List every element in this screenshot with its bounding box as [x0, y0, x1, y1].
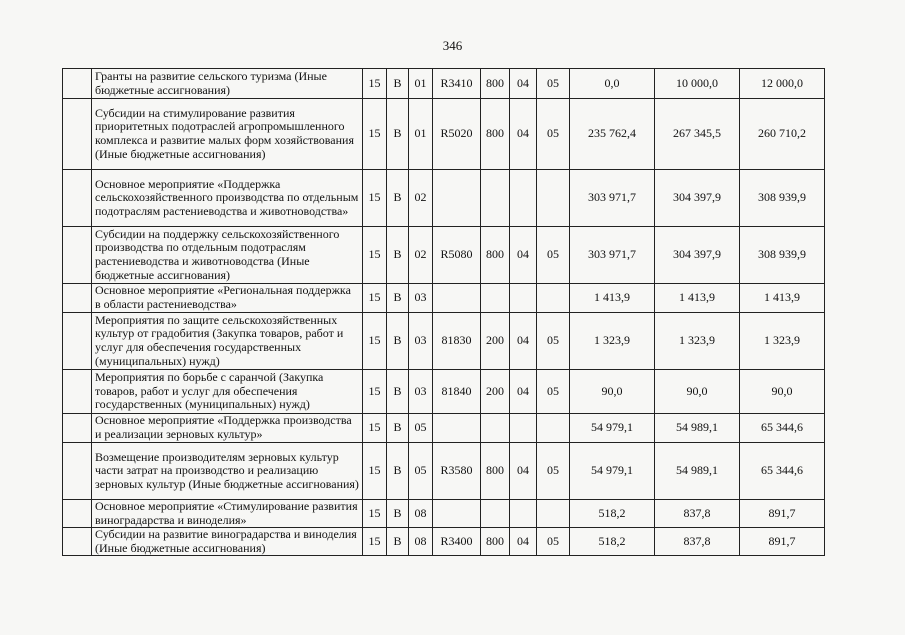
- subprogram-code: В: [387, 443, 409, 500]
- amount-year-3: 891,7: [740, 528, 825, 556]
- program-code: 15: [363, 170, 387, 227]
- direction-code: R5020: [433, 99, 481, 170]
- row-blank-cell: [63, 170, 92, 227]
- section-code: 04: [510, 227, 537, 284]
- section-code: 04: [510, 370, 537, 414]
- event-code: 01: [409, 99, 433, 170]
- program-code: 15: [363, 69, 387, 99]
- event-code: 05: [409, 443, 433, 500]
- section-code: [510, 414, 537, 443]
- amount-year-2: 304 397,9: [655, 170, 740, 227]
- expense-type-code: 800: [481, 528, 510, 556]
- event-code: 01: [409, 69, 433, 99]
- amount-year-2: 267 345,5: [655, 99, 740, 170]
- event-code: 05: [409, 414, 433, 443]
- subprogram-code: В: [387, 370, 409, 414]
- subsection-code: 05: [537, 69, 570, 99]
- section-code: [510, 500, 537, 528]
- subprogram-code: В: [387, 170, 409, 227]
- subsection-code: [537, 414, 570, 443]
- table-row: [63, 414, 825, 443]
- expense-type-code: 800: [481, 227, 510, 284]
- section-code: [510, 170, 537, 227]
- amount-year-2: 837,8: [655, 500, 740, 528]
- amount-year-2: 90,0: [655, 370, 740, 414]
- amount-year-2: 1 413,9: [655, 284, 740, 313]
- subprogram-code: В: [387, 69, 409, 99]
- row-blank-cell: [63, 69, 92, 99]
- table-row: [63, 284, 825, 313]
- program-code: 15: [363, 313, 387, 370]
- row-description: Субсидии на поддержку сельскохозяйственного производства по отдельным подотраслям растениеводства и животноводства (Иные бюджетные ассигнования): [92, 227, 363, 284]
- amount-year-1: 518,2: [570, 528, 655, 556]
- program-code: 15: [363, 500, 387, 528]
- direction-code: R3400: [433, 528, 481, 556]
- subprogram-code: В: [387, 313, 409, 370]
- amount-year-1: 54 979,1: [570, 443, 655, 500]
- event-code: 02: [409, 170, 433, 227]
- row-description: Мероприятия по защите сельскохозяйственных культур от градобития (Закупка товаров, работ и услуг для обеспечения государственных (муниципальных) нужд): [92, 313, 363, 370]
- row-blank-cell: [63, 414, 92, 443]
- row-blank-cell: [63, 284, 92, 313]
- subsection-code: [537, 170, 570, 227]
- program-code: 15: [363, 443, 387, 500]
- amount-year-1: 90,0: [570, 370, 655, 414]
- amount-year-3: 308 939,9: [740, 227, 825, 284]
- expense-type-code: 200: [481, 370, 510, 414]
- subsection-code: 05: [537, 528, 570, 556]
- row-description: Мероприятия по борьбе с саранчой (Закупка товаров, работ и услуг для обеспечения государственных (муниципальных) нужд): [92, 370, 363, 414]
- row-blank-cell: [63, 370, 92, 414]
- amount-year-1: 518,2: [570, 500, 655, 528]
- direction-code: R5080: [433, 227, 481, 284]
- amount-year-1: 303 971,7: [570, 227, 655, 284]
- expense-type-code: [481, 284, 510, 313]
- program-code: 15: [363, 284, 387, 313]
- program-code: 15: [363, 227, 387, 284]
- event-code: 08: [409, 500, 433, 528]
- row-description: Основное мероприятие «Поддержка производства и реализации зерновых культур»: [92, 414, 363, 443]
- program-code: 15: [363, 528, 387, 556]
- amount-year-3: 1 413,9: [740, 284, 825, 313]
- amount-year-1: 0,0: [570, 69, 655, 99]
- row-description: Субсидии на стимулирование развития приоритетных подотраслей агропромышленного комплекса и развитие малых форм хозяйствования (Иные бюджетные ассигнования): [92, 99, 363, 170]
- amount-year-3: 65 344,6: [740, 414, 825, 443]
- table-row: [63, 99, 825, 170]
- row-description: Основное мероприятие «Поддержка сельскохозяйственного производства по отдельным подотраслям растениеводства и животноводства»: [92, 170, 363, 227]
- page-number: 346: [442, 38, 463, 53]
- subsection-code: [537, 500, 570, 528]
- direction-code: 81840: [433, 370, 481, 414]
- expense-type-code: 800: [481, 69, 510, 99]
- table-row: [63, 313, 825, 370]
- subsection-code: 05: [537, 99, 570, 170]
- subsection-code: 05: [537, 443, 570, 500]
- row-blank-cell: [63, 313, 92, 370]
- direction-code: R3580: [433, 443, 481, 500]
- budget-table: [62, 68, 825, 556]
- amount-year-2: 304 397,9: [655, 227, 740, 284]
- direction-code: [433, 414, 481, 443]
- section-code: 04: [510, 528, 537, 556]
- row-description: Гранты на развитие сельского туризма (Иные бюджетные ассигнования): [92, 69, 363, 99]
- row-blank-cell: [63, 500, 92, 528]
- event-code: 08: [409, 528, 433, 556]
- event-code: 02: [409, 227, 433, 284]
- row-description: Основное мероприятие «Региональная поддержка в области растениеводства»: [92, 284, 363, 313]
- program-code: 15: [363, 99, 387, 170]
- amount-year-3: 260 710,2: [740, 99, 825, 170]
- amount-year-1: 1 413,9: [570, 284, 655, 313]
- amount-year-2: 837,8: [655, 528, 740, 556]
- subprogram-code: В: [387, 284, 409, 313]
- event-code: 03: [409, 370, 433, 414]
- subprogram-code: В: [387, 99, 409, 170]
- subsection-code: 05: [537, 313, 570, 370]
- amount-year-2: 10 000,0: [655, 69, 740, 99]
- section-code: 04: [510, 69, 537, 99]
- amount-year-1: 54 979,1: [570, 414, 655, 443]
- event-code: 03: [409, 284, 433, 313]
- row-description: Субсидии на развитие виноградарства и виноделия (Иные бюджетные ассигнования): [92, 528, 363, 556]
- section-code: 04: [510, 99, 537, 170]
- program-code: 15: [363, 370, 387, 414]
- section-code: 04: [510, 313, 537, 370]
- amount-year-3: 1 323,9: [740, 313, 825, 370]
- subsection-code: 05: [537, 227, 570, 284]
- expense-type-code: [481, 170, 510, 227]
- table-row: [63, 443, 825, 500]
- table-row: [63, 170, 825, 227]
- expense-type-code: [481, 414, 510, 443]
- section-code: [510, 284, 537, 313]
- subprogram-code: В: [387, 414, 409, 443]
- direction-code: 81830: [433, 313, 481, 370]
- table-row: [63, 528, 825, 556]
- expense-type-code: 800: [481, 99, 510, 170]
- program-code: 15: [363, 414, 387, 443]
- direction-code: [433, 170, 481, 227]
- expense-type-code: 200: [481, 313, 510, 370]
- expense-type-code: [481, 500, 510, 528]
- amount-year-1: 303 971,7: [570, 170, 655, 227]
- amount-year-1: 1 323,9: [570, 313, 655, 370]
- amount-year-1: 235 762,4: [570, 99, 655, 170]
- amount-year-3: 891,7: [740, 500, 825, 528]
- row-blank-cell: [63, 227, 92, 284]
- direction-code: R3410: [433, 69, 481, 99]
- table-row: [63, 370, 825, 414]
- amount-year-3: 90,0: [740, 370, 825, 414]
- amount-year-2: 54 989,1: [655, 414, 740, 443]
- row-blank-cell: [63, 99, 92, 170]
- amount-year-3: 12 000,0: [740, 69, 825, 99]
- subprogram-code: В: [387, 528, 409, 556]
- subprogram-code: В: [387, 500, 409, 528]
- direction-code: [433, 284, 481, 313]
- row-description: Возмещение производителям зерновых культур части затрат на производство и реализацию зерновых культур (Иные бюджетные ассигнования): [92, 443, 363, 500]
- amount-year-3: 308 939,9: [740, 170, 825, 227]
- direction-code: [433, 500, 481, 528]
- amount-year-3: 65 344,6: [740, 443, 825, 500]
- row-blank-cell: [63, 443, 92, 500]
- subprogram-code: В: [387, 227, 409, 284]
- row-blank-cell: [63, 528, 92, 556]
- expense-type-code: 800: [481, 443, 510, 500]
- event-code: 03: [409, 313, 433, 370]
- subsection-code: 05: [537, 370, 570, 414]
- row-description: Основное мероприятие «Стимулирование развития виноградарства и виноделия»: [92, 500, 363, 528]
- subsection-code: [537, 284, 570, 313]
- amount-year-2: 1 323,9: [655, 313, 740, 370]
- section-code: 04: [510, 443, 537, 500]
- table-row: [63, 227, 825, 284]
- table-row: [63, 500, 825, 528]
- table-row: [63, 69, 825, 99]
- amount-year-2: 54 989,1: [655, 443, 740, 500]
